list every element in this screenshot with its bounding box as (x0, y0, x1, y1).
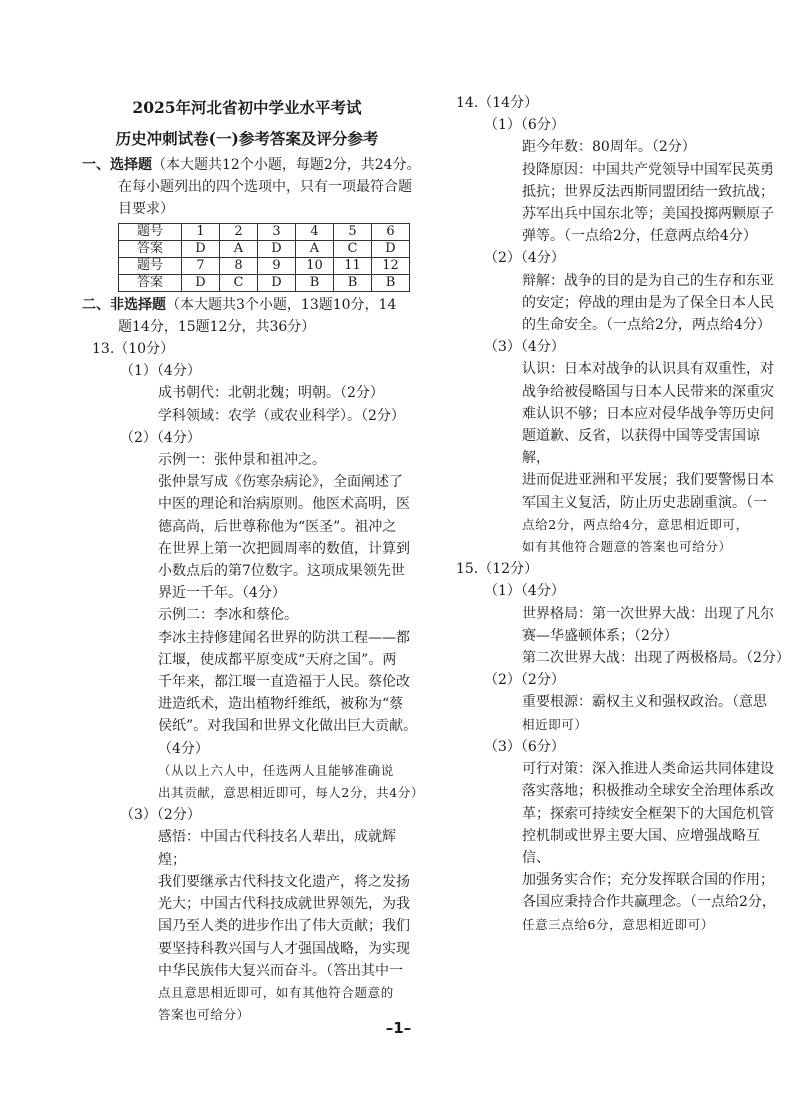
scoring-note: 答案也可给分） (158, 1007, 250, 1023)
right-column (456, 92, 790, 936)
answer-line: 落实落地；积极推动全球安全治理体系改 (522, 783, 774, 800)
left-column (82, 92, 425, 1026)
scoring-note: 如有其他符合题意的答案也可给分） (522, 539, 732, 555)
answer-line: 难认识不够；日本应对侵华战争等历史问 (522, 405, 774, 422)
table-cell: 3 (258, 223, 296, 240)
scoring-note: 任意三点给6分，意思相近即可） (522, 916, 714, 932)
part-label: （3）（2分） (120, 807, 201, 824)
scoring-note: 出其贡献，意思相近即可，每人2分，共4分） (158, 785, 425, 801)
answer-line: 投降原因：中国共产党领导中国军民英勇 (522, 161, 774, 178)
answer-line: 辩解：战争的目的是为自己的生存和东亚 (522, 272, 774, 289)
part-label: （3）（4分） (484, 339, 565, 356)
table-cell: 答案 (119, 274, 182, 291)
answer-line: 国乃至人类的进步作出了伟大贡献；我们 (158, 918, 410, 935)
answer-line: 千年来，都江堰一直造福于人民。蔡伦改 (158, 674, 410, 691)
question-number: 15.（12分） (456, 561, 539, 578)
answer-line: 进造纸术，造出植物纤维纸，被称为“蔡 (158, 696, 404, 713)
table-cell: A (296, 240, 334, 257)
section-choice-desc: 目要求） (118, 201, 174, 218)
table-row (119, 274, 410, 291)
answer-line: 中华民族伟大复兴而奋斗。（答出其中一 (158, 962, 403, 979)
answer-line: 成书朝代：北朝北魏；明朝。（2分） (158, 385, 384, 402)
table-cell: 8 (220, 257, 258, 274)
answer-line: 弹等。（一点给2分，任意两点给4分） (522, 228, 757, 245)
answer-line: 在世界上第一次把圆周率的数值，计算到 (158, 540, 410, 557)
table-cell: 10 (296, 257, 334, 274)
table-cell: 题号 (119, 257, 182, 274)
section-nonchoice-heading: 二、非选择题 (82, 296, 166, 313)
answer-line: 示例二：李冰和蔡伦。 (158, 607, 298, 624)
table-cell: 题号 (119, 223, 182, 240)
answer-line: 战争给被侵略国与日本人民带来的深重灾 (522, 383, 774, 400)
answer-line: 学科领域：农学（或农业科学）。（2分） (158, 407, 405, 424)
table-cell: D (258, 240, 296, 257)
question-13 (92, 338, 425, 1026)
answer-line: 要坚持科教兴国与人才强国战略，为实现 (158, 940, 410, 957)
table-row (119, 223, 410, 240)
answer-line: 军国主义复活，防止历史悲剧重演。（一 (522, 494, 767, 511)
exam-subtitle: 历史冲刺试卷(一)参考答案及评分参考 (115, 129, 379, 148)
answer-line: 侯纸”。对我国和世界文化做出巨大贡献。 (158, 718, 418, 735)
question-number: 13.（10分） (92, 341, 175, 358)
answer-line: 感悟：中国古代科技名人辈出，成就辉煌； (158, 829, 396, 868)
section-choice-desc: 在每小题列出的四个选项中，只有一项最符合题 (118, 179, 412, 196)
answer-line: 张仲景写成《伤寒杂病论》，全面阐述了 (158, 474, 403, 491)
table-cell: 1 (182, 223, 220, 240)
answer-line: 我们要继承古代科技文化遗产，将之发扬 (158, 873, 410, 890)
answer-line: 认识：日本对战争的认识具有双重性，对 (522, 361, 774, 378)
question-14 (456, 92, 786, 558)
page-number: –1– (385, 1019, 412, 1037)
scoring-note: 点给2分，两点给4分，意思相近即可， (522, 516, 749, 532)
answer-line: 控机制或世界主要大国、应增强战略互信、 (522, 827, 760, 866)
table-cell: 6 (372, 223, 410, 240)
table-cell: 4 (296, 223, 334, 240)
table-cell: 11 (334, 257, 372, 274)
scoring-note: 点且意思相近即可，如有其他符合题意的 (158, 984, 394, 1000)
part-label: （1）（4分） (484, 583, 565, 600)
part-label: （3）（6分） (484, 738, 565, 755)
scoring-note: （从以上六人中，任选两人且能够准确说 (158, 762, 394, 778)
part-label: （2）（4分） (484, 250, 565, 267)
table-cell: 9 (258, 257, 296, 274)
table-cell: B (372, 274, 410, 291)
table-cell: B (296, 274, 334, 291)
answer-line: 的安定；停战的理由是为了保全日本人民 (522, 294, 774, 311)
table-cell: D (258, 274, 296, 291)
answer-line: 李冰主持修建闻名世界的防洪工程——都 (158, 629, 410, 646)
answer-line: 中医的理论和治病原则。他医术高明，医 (158, 496, 410, 513)
answer-line: 赛—华盛顿体系；（2分） (522, 627, 678, 644)
section-choice (82, 154, 422, 338)
table-cell: 12 (372, 257, 410, 274)
answer-line: 示例一：张仲景和祖冲之。 (158, 452, 326, 469)
table-cell: D (182, 274, 220, 291)
answer-line: 第二次世界大战：出现了两极格局。（2分） (522, 650, 790, 667)
answer-line: 革；探索可持续安全框架下的大国危机管 (522, 805, 774, 822)
answer-line: 光大；中国古代科技成就世界领先，为我 (158, 896, 410, 913)
table-cell: C (220, 274, 258, 291)
answer-line: 重要根源：霸权主义和强权政治。（意思 (522, 694, 767, 711)
table-row (119, 240, 410, 257)
table-cell: 答案 (119, 240, 182, 257)
table-cell: D (182, 240, 220, 257)
answer-line: 小数点后的第7位数字。这项成果领先世 (158, 563, 405, 580)
part-label: （2）（4分） (120, 429, 201, 446)
table-cell: 7 (182, 257, 220, 274)
answer-line: 各国应秉持合作共赢理念。（一点给2分， (522, 894, 776, 911)
exam-title: 2025年河北省初中学业水平考试 (132, 98, 362, 117)
answer-table (118, 223, 410, 292)
table-cell: D (372, 240, 410, 257)
answer-line: 距今年数：80周年。（2分） (522, 139, 696, 156)
part-label: （1）（4分） (120, 363, 201, 380)
answer-line: 进而促进亚洲和平发展；我们要警惕日本 (522, 472, 774, 489)
answer-line: 抵抗；世界反法西斯同盟团结一致抗战； (522, 183, 774, 200)
answer-line: 题道歉、反省，以获得中国等受害国谅解， (522, 428, 760, 467)
section-nonchoice-desc: 题14分，15题12分，共36分） (118, 318, 316, 335)
section-choice-desc: （本大题共12个小题，每题2分，共24分。 (152, 157, 421, 173)
table-cell: A (220, 240, 258, 257)
answer-line: 界近一千年。（4分） (158, 585, 286, 602)
question-number: 14.（14分） (456, 95, 539, 111)
answer-line: 德高尚，后世尊称他为“医圣”。祖冲之 (158, 518, 397, 535)
table-cell: 2 (220, 223, 258, 240)
answer-line: （4分） (158, 740, 209, 757)
scoring-note: 相近即可） (522, 716, 588, 732)
section-nonchoice-desc: （本大题共3个小题，13题10分，14 (166, 296, 397, 313)
answer-line: 苏军出兵中国东北等；美国投掷两颗原子 (522, 206, 774, 223)
part-label: （1）（6分） (484, 117, 565, 134)
section-choice-heading: 一、选择题 (82, 157, 152, 173)
answer-line: 江堰，使成都平原变成“天府之国”。两 (158, 651, 397, 668)
table-cell: 5 (334, 223, 372, 240)
answer-line: 世界格局：第一次世界大战：出现了凡尔 (522, 605, 774, 622)
table-cell: B (334, 274, 372, 291)
answer-line: 可行对策：深入推进人类命运共同体建设 (522, 761, 774, 778)
table-row (119, 257, 410, 274)
table-cell: C (334, 240, 372, 257)
question-15 (456, 558, 790, 935)
answer-line: 加强务实合作；充分发挥联合国的作用； (522, 872, 774, 889)
answer-line: 的生命安全。（一点给2分，两点给4分） (522, 317, 771, 334)
part-label: （2）（2分） (484, 672, 565, 689)
